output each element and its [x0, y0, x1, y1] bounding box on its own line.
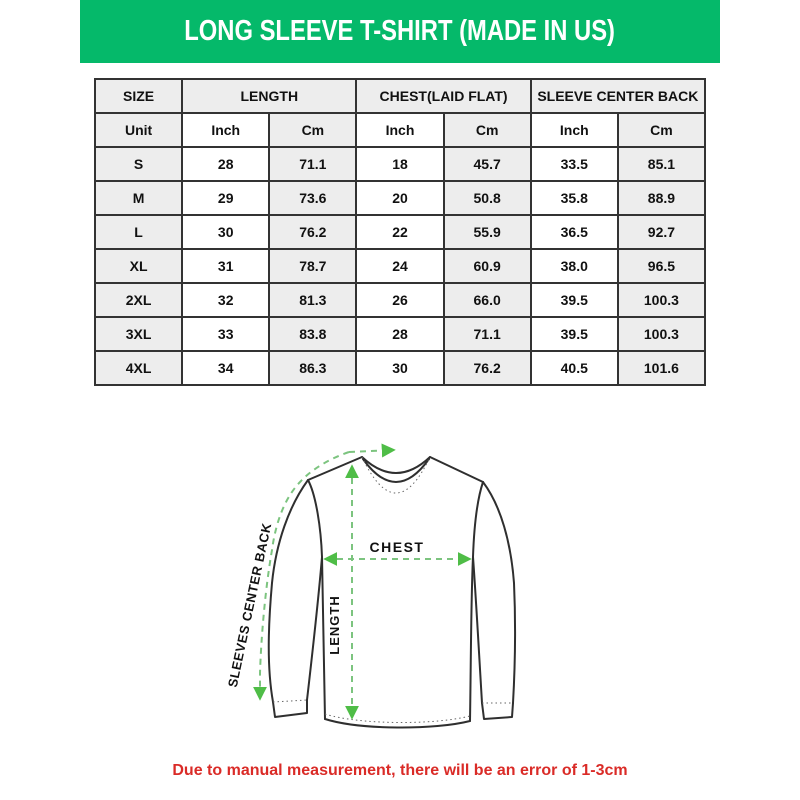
measurement-cell: 101.6 — [618, 351, 705, 385]
measurement-cell: 39.5 — [531, 283, 618, 317]
measurement-disclaimer: Due to manual measurement, there will be an error of 1-3cm — [172, 762, 628, 779]
size-cell: 3XL — [95, 317, 182, 351]
table-row — [95, 317, 705, 351]
size-cell: S — [95, 147, 182, 181]
measurement-cell: 34 — [182, 351, 269, 385]
measurement-arrows — [260, 450, 469, 717]
table-row — [95, 181, 705, 215]
measurement-cell: 40.5 — [531, 351, 618, 385]
shirt-outline — [269, 457, 515, 728]
unit-header-cell: Cm — [269, 113, 356, 147]
measurement-cell: 66.0 — [444, 283, 531, 317]
measurement-cell: 50.8 — [444, 181, 531, 215]
measurement-cell: 26 — [356, 283, 443, 317]
measurement-cell: 85.1 — [618, 147, 705, 181]
measurement-cell: 32 — [182, 283, 269, 317]
measurement-cell: 83.8 — [269, 317, 356, 351]
title-banner — [80, 0, 720, 63]
measurement-cell: 30 — [182, 215, 269, 249]
size-cell: M — [95, 181, 182, 215]
unit-header-cell: Inch — [182, 113, 269, 147]
sleeves-center-back-label: SLEEVES CENTER BACK — [224, 521, 275, 689]
chest-label: CHEST — [369, 539, 425, 555]
size-cell: L — [95, 215, 182, 249]
measurement-cell: 36.5 — [531, 215, 618, 249]
size-table-body — [95, 147, 705, 385]
table-row — [95, 147, 705, 181]
measurement-cell: 78.7 — [269, 249, 356, 283]
size-table — [94, 78, 706, 386]
measurement-cell: 33.5 — [531, 147, 618, 181]
measurement-cell: 92.7 — [618, 215, 705, 249]
measurement-cell: 18 — [356, 147, 443, 181]
measurement-cell: 76.2 — [269, 215, 356, 249]
column-header: CHEST(LAID FLAT) — [356, 79, 530, 113]
table-row — [95, 249, 705, 283]
unit-header-cell: Inch — [531, 113, 618, 147]
measurement-cell: 71.1 — [269, 147, 356, 181]
measurement-cell: 81.3 — [269, 283, 356, 317]
measurement-cell: 88.9 — [618, 181, 705, 215]
column-header: LENGTH — [182, 79, 356, 113]
measurement-cell: 96.5 — [618, 249, 705, 283]
measurement-cell: 76.2 — [444, 351, 531, 385]
measurement-cell: 60.9 — [444, 249, 531, 283]
measurement-cell: 38.0 — [531, 249, 618, 283]
column-header: SIZE — [95, 79, 182, 113]
measurement-cell: 20 — [356, 181, 443, 215]
shirt-measurement-diagram — [205, 428, 605, 758]
size-cell: 4XL — [95, 351, 182, 385]
measurement-cell: 30 — [356, 351, 443, 385]
unit-header-cell: Inch — [356, 113, 443, 147]
table-row — [95, 351, 705, 385]
column-header: SLEEVE CENTER BACK — [531, 79, 705, 113]
size-cell: 2XL — [95, 283, 182, 317]
measurement-cell: 45.7 — [444, 147, 531, 181]
measurement-cell: 73.6 — [269, 181, 356, 215]
measurement-cell: 55.9 — [444, 215, 531, 249]
table-row — [95, 283, 705, 317]
measurement-cell: 39.5 — [531, 317, 618, 351]
measurement-cell: 86.3 — [269, 351, 356, 385]
unit-header-cell: Cm — [618, 113, 705, 147]
size-table-head — [95, 79, 705, 147]
measurement-cell: 24 — [356, 249, 443, 283]
unit-header-cell: Unit — [95, 113, 182, 147]
measurement-cell: 71.1 — [444, 317, 531, 351]
measurement-cell: 35.8 — [531, 181, 618, 215]
measurement-cell: 31 — [182, 249, 269, 283]
size-cell: XL — [95, 249, 182, 283]
measurement-cell: 29 — [182, 181, 269, 215]
page-title: LONG SLEEVE T-SHIRT (MADE IN US) — [184, 15, 616, 47]
measurement-cell: 22 — [356, 215, 443, 249]
sleeve-center-back-arrow-top — [349, 450, 393, 452]
length-label: LENGTH — [327, 595, 342, 655]
measurement-cell: 33 — [182, 317, 269, 351]
measurement-cell: 100.3 — [618, 283, 705, 317]
table-row — [95, 215, 705, 249]
measurement-cell: 28 — [356, 317, 443, 351]
unit-header-cell: Cm — [444, 113, 531, 147]
measurement-cell: 28 — [182, 147, 269, 181]
measurement-cell: 100.3 — [618, 317, 705, 351]
